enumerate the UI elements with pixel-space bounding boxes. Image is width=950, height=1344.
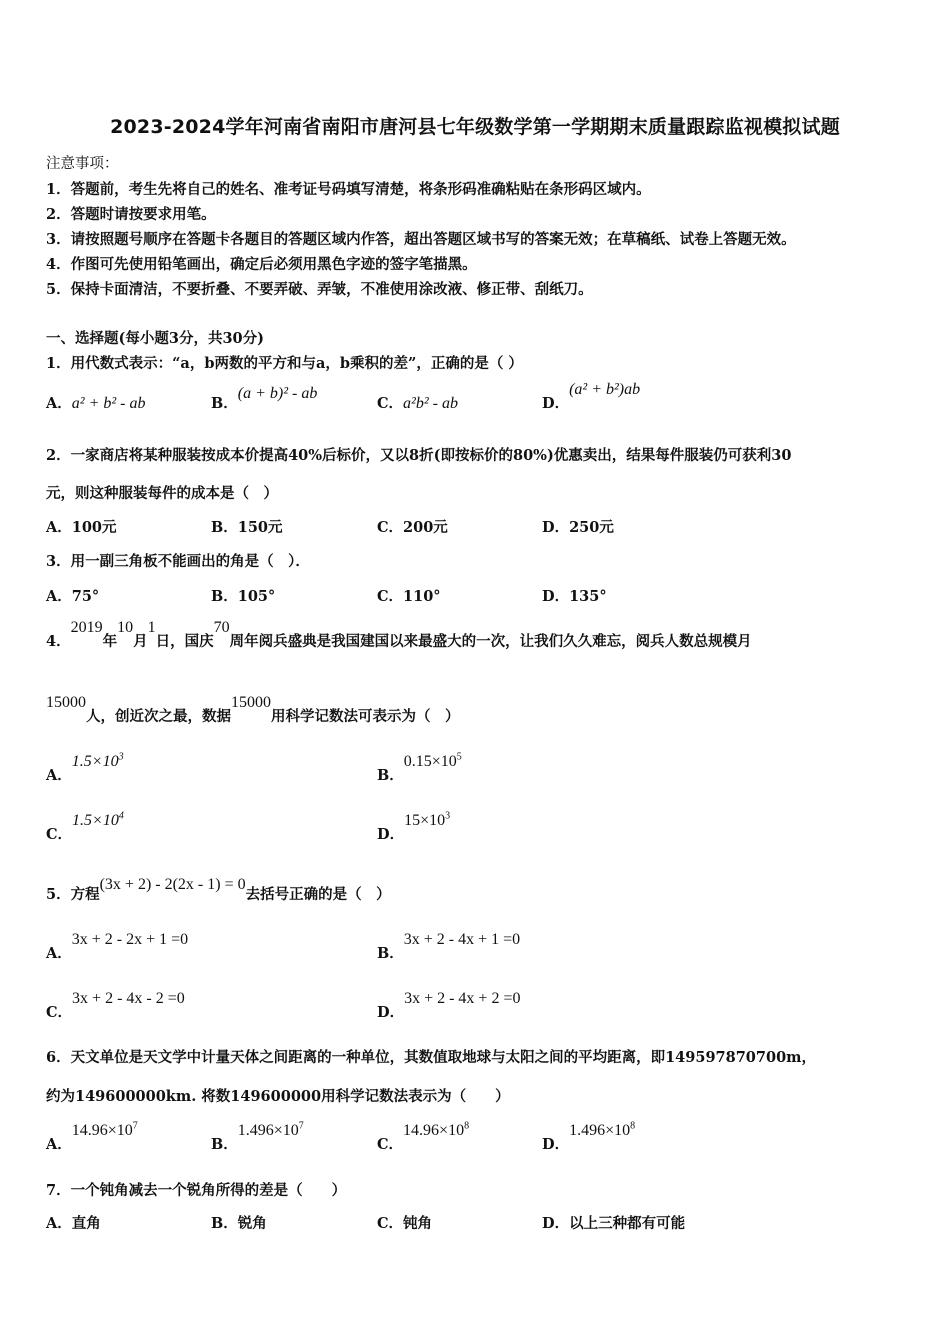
- option-c: [46, 990, 185, 1022]
- option-exponent: 5: [456, 751, 462, 763]
- stem-text: 5．方程: [46, 886, 100, 903]
- notice-item: 5．保持卡面清洁，不要折叠、不要弄破、弄皱，不准使用涂改液、修正带、刮纸刀。: [46, 281, 593, 298]
- number-2019: 2019: [70, 619, 103, 636]
- option-a: A．75°: [46, 588, 100, 605]
- option-mantissa: 1.496×10: [569, 1122, 631, 1139]
- option-label: A．: [46, 767, 72, 784]
- equation: (3x + 2) - 2(2x - 1) = 0: [99, 876, 246, 893]
- option-c: [377, 392, 458, 413]
- option-expression: 3x + 2 - 4x + 1 =0: [403, 931, 521, 948]
- option-d: D．135°: [542, 588, 607, 605]
- option-label: D．: [377, 1004, 405, 1021]
- option-label: C．: [377, 395, 404, 412]
- option-b: B．锐角: [211, 1215, 267, 1232]
- option-mantissa: 1.496×10: [237, 1122, 299, 1139]
- option-expression: a² + b² - ab: [71, 395, 146, 412]
- option-label: A．: [46, 395, 72, 412]
- question-6-stem: 6．天文单位是天文学中计量天体之间距离的一种单位，其数值取地球与太阳之间的平均距离，即149597870700m，: [46, 1049, 816, 1066]
- option-b: B．105°: [211, 588, 276, 605]
- option-label: C．: [377, 1136, 404, 1153]
- option-b: [211, 385, 318, 413]
- notice-item: 4．作图可先使用铅笔画出，确定后必须用黑色字迹的签字笔描黑。: [46, 256, 477, 273]
- question-3-stem: 3．用一副三角板不能画出的角是（ ）．: [46, 553, 310, 570]
- option-expression: (a + b)² - ab: [237, 385, 318, 402]
- number-1: 1: [147, 619, 156, 636]
- exam-title: 2023-2024学年河南省南阳市唐河县七年级数学第一学期期末质量跟踪监视模拟试题: [110, 116, 840, 138]
- stem-text: 月: [133, 633, 148, 650]
- option-mantissa: 0.15×10: [403, 753, 457, 770]
- option-label: D．: [542, 1136, 570, 1153]
- number-10: 10: [117, 619, 134, 636]
- option-expression: 3x + 2 - 4x + 2 =0: [404, 990, 521, 1007]
- option-c: C．钝角: [377, 1215, 433, 1232]
- option-d: [377, 990, 521, 1022]
- option-expression: 3x + 2 - 4x - 2 =0: [72, 990, 185, 1007]
- option-exponent: 3: [445, 810, 451, 822]
- option-label: B．: [377, 767, 404, 784]
- option-expression: 3x + 2 - 2x + 1 =0: [71, 931, 189, 948]
- question-2-stem: 2．一家商店将某种服装按成本价提高40%后标价，又以8折(即按标价的80%)优惠卖出，结果每件服装仍可获利30: [46, 447, 792, 464]
- option-label: B．: [211, 395, 238, 412]
- notice-heading: 注意事项：: [46, 156, 119, 172]
- stem-text: 日，国庆: [155, 633, 214, 650]
- stem-text: 去括号正确的是（ ）: [245, 886, 391, 903]
- question-2-stem-cont: 元，则这种服装每件的成本是（ ）: [46, 485, 278, 502]
- question-4-stem-cont: [46, 694, 460, 726]
- number-15000: 15000: [231, 694, 271, 711]
- option-expression: (a² + b²)ab: [569, 381, 641, 398]
- option-d: D．250元: [542, 519, 614, 536]
- option-label: D．: [542, 395, 570, 412]
- option-expression: a²b² - ab: [403, 395, 458, 412]
- question-1-stem: 1．用代数式表示：“a，b两数的平方和与a，b乘积的差”，正确的是（ ）: [46, 355, 523, 372]
- option-b: [377, 931, 521, 963]
- option-exponent: 4: [118, 810, 124, 822]
- question-5-stem: [46, 876, 391, 904]
- option-label: A．: [46, 945, 72, 962]
- question-7-stem: 7．一个钝角减去一个锐角所得的差是（ ）: [46, 1182, 347, 1199]
- stem-text: 年: [102, 633, 118, 650]
- option-mantissa: 15×10: [404, 812, 446, 829]
- question-6-stem-cont: 约为149600000km. 将数149600000用科学记数法表示为（ ）: [46, 1088, 510, 1105]
- notice-item: 1．答题前，考生先将自己的姓名、准考证号码填写清楚，将条形码准确粘贴在条形码区域内。: [46, 181, 651, 198]
- notice-item: 2．答题时请按要求用笔。: [46, 206, 216, 223]
- stem-text: 人，创近次之最，数据: [86, 708, 231, 725]
- option-d: D．以上三种都有可能: [542, 1215, 686, 1232]
- option-label: D．: [377, 826, 405, 843]
- option-d: [542, 381, 641, 413]
- option-label: B．: [377, 945, 404, 962]
- number-70: 70: [213, 619, 230, 636]
- option-a: [46, 392, 145, 413]
- option-a: A．100元: [46, 519, 117, 536]
- option-mantissa: 1.5×10: [72, 812, 119, 829]
- option-c: C．110°: [377, 588, 441, 605]
- option-exponent: 8: [464, 1120, 470, 1132]
- option-a: [46, 931, 189, 963]
- option-exponent: 3: [118, 751, 124, 763]
- option-mantissa: 1.5×10: [71, 753, 119, 770]
- question-4-stem: [46, 619, 752, 651]
- option-exponent: 8: [630, 1120, 636, 1132]
- stem-text: 周年阅兵盛典是我国建国以来最盛大的一次，让我们久久难忘，阅兵人数总规模月: [229, 633, 752, 650]
- option-c: C．200元: [377, 519, 448, 536]
- option-label: C．: [46, 1004, 73, 1021]
- option-mantissa: 14.96×10: [71, 1122, 133, 1139]
- option-label: B．: [211, 1136, 238, 1153]
- option-a: A．直角: [46, 1215, 101, 1232]
- stem-text: 用科学记数法可表示为（ ）: [271, 708, 460, 725]
- question-number: 4．: [46, 633, 71, 650]
- section-heading: 一、选择题(每小题3分，共30分): [46, 330, 264, 347]
- option-label: A．: [46, 1136, 72, 1153]
- option-b: B．150元: [211, 519, 283, 536]
- option-label: C．: [46, 826, 73, 843]
- number-15000: 15000: [46, 694, 86, 711]
- option-exponent: 7: [132, 1120, 138, 1132]
- option-mantissa: 14.96×10: [403, 1122, 465, 1139]
- notice-item: 3．请按照题号顺序在答题卡各题目的答题区域内作答，超出答题区域书写的答案无效；在草稿纸、试卷上答题无效。: [46, 231, 796, 248]
- option-exponent: 7: [298, 1120, 304, 1132]
